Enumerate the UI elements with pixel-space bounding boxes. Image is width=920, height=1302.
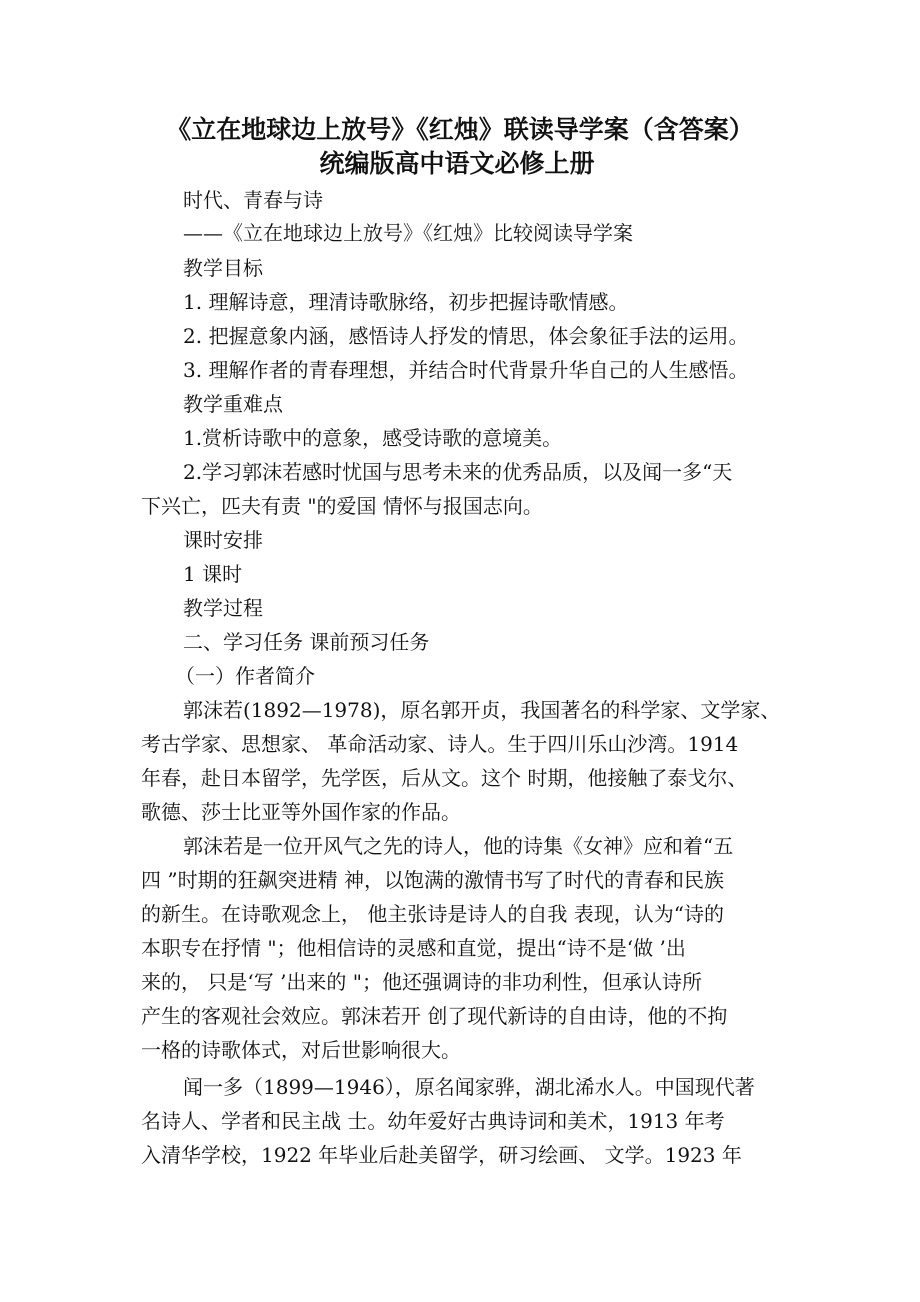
paragraph-line: 下兴亡，匹夫有责 "的爱国 情怀与报国志向。 bbox=[141, 494, 543, 518]
document-title: 《立在地球边上放号》《红烛》联读导学案（含答案） bbox=[166, 115, 754, 144]
paragraph-line: 闻一多（1899—1946），原名闻家骅，湖北浠水人。中国现代著 bbox=[183, 1075, 755, 1099]
paragraph-line: 郭沫若是一位开风气之先的诗人，他的诗集《女神》应和着“五 bbox=[183, 834, 734, 858]
goal-item: 3. 理解作者的青春理想，并结合时代背景升华自己的人生感悟。 bbox=[183, 358, 749, 382]
section-subheading: ——《立在地球边上放号》《红烛》比较阅读导学案 bbox=[183, 221, 633, 245]
heading-teaching-goals: 教学目标 bbox=[183, 256, 263, 280]
heading-schedule: 课时安排 bbox=[183, 528, 263, 552]
paragraph-line: 四 ”时期的狂飙突进精 神，以饱满的激情书写了时代的青春和民族 bbox=[141, 868, 724, 892]
paragraph-line: 考古学家、思想家、 革命活动家、诗人。生于四川乐山沙湾。1914 bbox=[141, 732, 739, 756]
paragraph-line: 年春，赴日本留学，先学医，后从文。这个 时期，他接触了泰戈尔、 bbox=[141, 766, 748, 790]
paragraph-line: 名诗人、学者和民主战 士。幼年爱好古典诗词和美术，1913 年考 bbox=[141, 1109, 725, 1133]
paragraph-line: 歌德、莎士比亚等外国作家的作品。 bbox=[141, 800, 461, 824]
paragraph-line: 入清华学校，1922 年毕业后赴美留学，研习绘画、 文学。1923 年 bbox=[141, 1143, 742, 1167]
heading-process: 教学过程 bbox=[183, 596, 263, 620]
task-heading: 二、学习任务 课前预习任务 bbox=[183, 630, 430, 654]
paragraph-line: 的新生。在诗歌观念上， 他主张诗是诗人的自我 表现，认为“诗的 bbox=[141, 902, 724, 926]
section-heading: 时代、青春与诗 bbox=[183, 188, 323, 212]
paragraph-line: 郭沫若(1892—1978)，原名郭开贞，我国著名的科学家、文学家、 bbox=[183, 698, 781, 722]
key-point-item: 2.学习郭沫若感时忧国与思考未来的优秀品质，以及闻一多“天 bbox=[183, 460, 733, 484]
paragraph-line: 来的， 只是‘写 ’出来的 "；他还强调诗的非功利性，但承认诗所 bbox=[141, 970, 702, 994]
goal-item: 2. 把握意象内涵，感悟诗人抒发的情思，体会象征手法的运用。 bbox=[183, 324, 749, 348]
paragraph-line: 产生的客观社会效应。郭沫若开 创了现代新诗的自由诗，他的不拘 bbox=[141, 1004, 728, 1028]
paragraph-line: 一格的诗歌体式，对后世影响很大。 bbox=[141, 1038, 461, 1062]
schedule-value: 1 课时 bbox=[183, 562, 243, 586]
author-intro-heading: （一）作者简介 bbox=[175, 664, 315, 688]
goal-item: 1. 理解诗意，理清诗歌脉络，初步把握诗歌情感。 bbox=[183, 290, 629, 314]
heading-key-points: 教学重难点 bbox=[183, 392, 283, 416]
key-point-item: 1.赏析诗歌中的意象，感受诗歌的意境美。 bbox=[183, 426, 563, 450]
document-subtitle: 统编版高中语文必修上册 bbox=[319, 149, 595, 178]
paragraph-line: 本职专在抒情 "；他相信诗的灵感和直觉，提出“诗不是‘做 ’出 bbox=[141, 936, 686, 960]
